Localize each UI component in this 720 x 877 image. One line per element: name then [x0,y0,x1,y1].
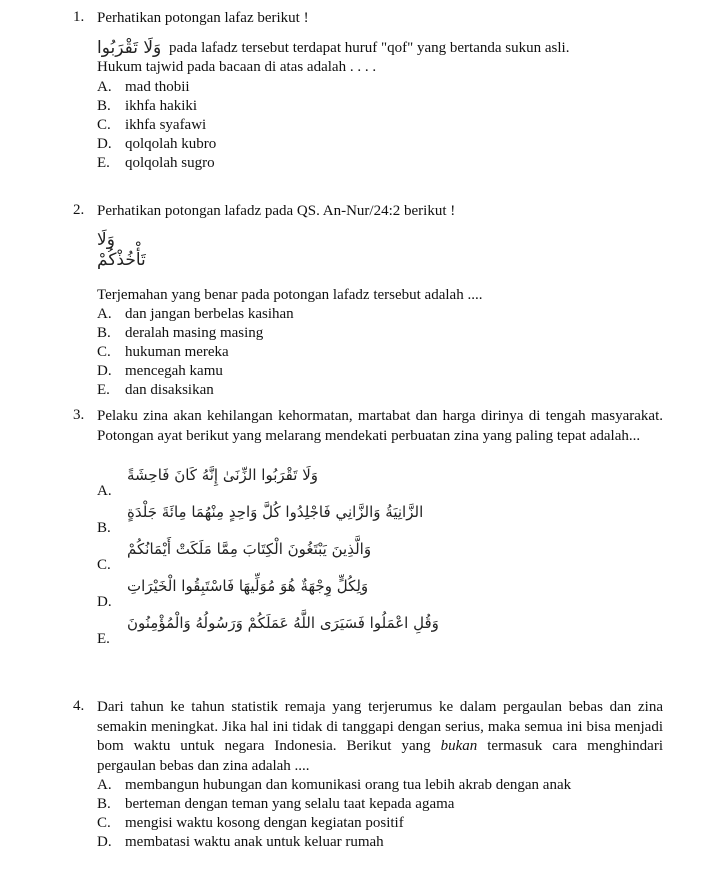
option-arabic: وَالَّذِينَ يَبْتَغُونَ الْكِتَابَ مِمَّا مَلَكَتْ أَيْمَانُكُمْ [127,540,372,558]
arabic-phrase: وَلَا تَقْرَبُوا [97,37,162,58]
question-text: Dari tahun ke tahun statistik remaja yang terjerumus ke dalam pergaulan bebas dan zina semakin meningkat. Jika hal ini tidak di tanggapi dengan serius, maka semua ini bisa menjadi bom waktu untuk negara Indonesia. Berikut yang bukan termasuk cara menghindari pergaulan bebas dan zina adalah .... [97,699,663,774]
options-list [97,776,663,852]
option-a[interactable]: A. وَلَا تَقْرَبُوا الزِّنَىٰ إِنَّهُ كَانَ فَاحِشَةً [97,466,319,499]
option-d[interactable]: D. qolqolah kubro [97,135,217,152]
option-d[interactable]: D. mencegah kamu [97,363,223,379]
question-text: Terjemahan yang benar pada potongan lafadz tersebut adalah .... [97,286,483,303]
option-d[interactable]: D. membatasi waktu anak untuk keluar rumah [97,834,384,850]
option-e[interactable]: E. dan disaksikan [97,382,214,398]
option-b[interactable]: B. deralah masing masing [97,325,264,341]
option-b[interactable]: B. ikhfa hakiki [97,97,198,114]
question-number: 2. [73,202,85,218]
option-arabic: وَلِكُلٍّ وِجْهَةٌ هُوَ مُوَلِّيهَا فَاسْتَبِقُوا الْخَيْرَاتِ [127,577,369,595]
option-b[interactable]: B. الزَّانِيَةُ وَالزَّانِي فَاجْلِدُوا كُلَّ وَاحِدٍ مِنْهُمَا مِائَةَ جَلْدَةٍ [97,503,424,536]
option-text: hukuman mereka [125,344,229,360]
option-text: dan jangan berbelas kasihan [125,306,294,322]
option-a[interactable]: A. membangun hubungan dan komunikasi orang tua lebih akrab dengan anak [97,777,572,793]
option-e[interactable]: E. qolqolah sugro [97,154,215,171]
question-text: Pelaku zina akan kehilangan kehormatan, martabat dan harga dirinya di tengah masyarakat. Potongan ayat berikut yang melarang mendekati perbuatan zina yang paling tepat adalah... [97,408,663,444]
question-prompt: Perhatikan potongan lafadz pada QS. An-Nur/24:2 berikut ! [97,203,456,219]
question-number: 4. [73,698,85,714]
options-list [97,466,663,651]
option-c[interactable]: C. hukuman mereka [97,344,229,360]
question-prompt: Perhatikan potongan lafaz berikut ! [97,10,309,26]
option-c[interactable]: C. mengisi waktu kosong dengan kegiatan positif [97,815,404,831]
question-number: 1. [73,9,85,25]
arabic-phrase: وَلَا تَأْخُذْكُمْ [97,229,146,270]
option-d[interactable]: D. وَلِكُلٍّ وِجْهَةٌ هُوَ مُوَلِّيهَا فَاسْتَبِقُوا الْخَيْرَاتِ [97,577,369,610]
emphasis-word: bukan [440,738,478,754]
option-text: membatasi waktu anak untuk keluar rumah [125,834,384,850]
option-text: ikhfa hakiki [125,97,198,114]
option-text: qolqolah kubro [125,135,217,152]
question-1 [73,9,663,173]
arabic-caption: pada lafadz tersebut terdapat huruf "qof" yang bertanda sukun asli. [169,39,570,56]
arabic-line [97,39,663,59]
option-text: dan disaksikan [125,382,214,398]
option-a[interactable]: A. mad thobii [97,78,190,95]
option-text: deralah masing masing [125,325,264,341]
option-b[interactable]: B. berteman dengan teman yang selalu taat kepada agama [97,796,455,812]
question-number: 3. [73,407,85,423]
question-4 [73,698,663,852]
option-e[interactable]: E. وَقُلِ اعْمَلُوا فَسَيَرَى اللَّهُ عَمَلَكُمْ وَرَسُولُهُ وَالْمُؤْمِنُونَ [97,614,439,647]
option-text: membangun hubungan dan komunikasi orang tua lebih akrab dengan anak [125,777,572,793]
option-text: mengisi waktu kosong dengan kegiatan positif [125,815,404,831]
option-text: mencegah kamu [125,363,223,379]
options-list [97,78,663,173]
question-text: Hukum tajwid pada bacaan di atas adalah . . . . [97,59,377,75]
option-text: qolqolah sugro [125,154,215,171]
options-list [97,305,663,400]
question-3 [73,407,663,651]
option-text: berteman dengan teman yang selalu taat kepada agama [125,796,455,812]
option-c[interactable]: C. ikhfa syafawi [97,116,207,133]
option-text: ikhfa syafawi [125,116,207,133]
option-arabic: وَقُلِ اعْمَلُوا فَسَيَرَى اللَّهُ عَمَلَكُمْ وَرَسُولُهُ وَالْمُؤْمِنُونَ [127,614,439,632]
question-2 [73,202,663,400]
option-c[interactable]: C. وَالَّذِينَ يَبْتَغُونَ الْكِتَابَ مِمَّا مَلَكَتْ أَيْمَانُكُمْ [97,540,372,573]
option-arabic: الزَّانِيَةُ وَالزَّانِي فَاجْلِدُوا كُلَّ وَاحِدٍ مِنْهُمَا مِائَةَ جَلْدَةٍ [127,503,424,521]
option-arabic: وَلَا تَقْرَبُوا الزِّنَىٰ إِنَّهُ كَانَ فَاحِشَةً [127,466,319,484]
option-text: mad thobii [125,78,190,95]
option-a[interactable]: A. dan jangan berbelas kasihan [97,306,294,322]
